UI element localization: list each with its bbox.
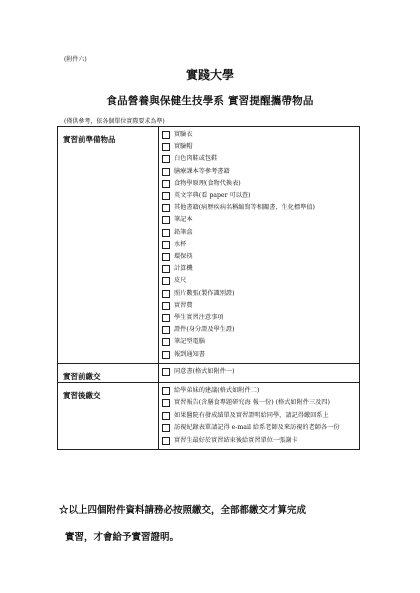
checklist-item: [162, 141, 359, 153]
checklist-item-label: 實習費: [174, 301, 193, 309]
section-row-before: [58, 127, 360, 364]
checklist-item-label: 英文字典(看 paper 可以查): [174, 192, 251, 200]
checkbox[interactable]: [162, 168, 170, 176]
checklist-item: [162, 214, 359, 226]
checklist-item-label: 學生實習注意事項: [174, 314, 224, 322]
checkbox[interactable]: [162, 351, 170, 359]
checkbox[interactable]: [162, 192, 170, 200]
checkbox[interactable]: [162, 326, 170, 334]
checklist-item: [162, 422, 359, 435]
checklist-item-label: 環保筷: [174, 253, 193, 261]
checkbox[interactable]: [162, 155, 170, 163]
checklist-item-label: 給學弟妹的建議(格式如附件二): [174, 386, 260, 394]
checklist-item-label: 同意書(格式如附件一): [174, 367, 235, 375]
checklist-item: [162, 178, 359, 190]
checklist-item: [162, 275, 359, 287]
reference-note: (僅供參考，依各個單位實際要求為準): [64, 118, 165, 125]
checklist-item: [162, 239, 359, 251]
checklist-item: [162, 349, 359, 361]
document-subtitle: 食品營養與保健生技學系 實習提醒攜帶物品: [106, 95, 314, 107]
checklist-item: [162, 202, 359, 214]
checkbox[interactable]: [162, 368, 170, 376]
section-label-submit-after: 實習後繳交: [58, 382, 159, 450]
checklist-item: [162, 385, 359, 398]
checkbox[interactable]: [162, 229, 170, 237]
checklist-item: [162, 324, 359, 336]
checklist-item: [162, 288, 359, 300]
checklist-item: [162, 312, 359, 324]
checklist-item-label: 報到通知書: [174, 350, 205, 358]
checkbox[interactable]: [162, 387, 170, 395]
checkbox[interactable]: [162, 437, 170, 445]
checkbox[interactable]: [162, 180, 170, 188]
university-title: 實踐大學: [185, 68, 234, 82]
checklist-item: [162, 251, 359, 263]
checklist-item-label: 白色肉鞋或包鞋: [174, 155, 218, 163]
checklist-item: [162, 366, 359, 378]
checkbox[interactable]: [162, 290, 170, 298]
checkbox[interactable]: [162, 265, 170, 273]
annex-label: (附件六): [64, 56, 87, 63]
checklist-item-label: 其他書籍(病歷疾病名稱縮寫等相關書，生化標準值): [174, 204, 315, 212]
checklist-table: [57, 126, 360, 450]
checkbox[interactable]: [162, 216, 170, 224]
checklist-item-label: 實習生最好於實習結束後給實習單位一張謝卡: [174, 436, 298, 444]
footer-reminder-line1: ☆以上四個附件資料請務必按照繳交，全部都繳交才算完成: [59, 505, 307, 516]
checklist-item: [162, 435, 359, 448]
checklist-item-label: 計算機: [174, 265, 193, 273]
checkbox[interactable]: [162, 143, 170, 151]
checkbox[interactable]: [162, 131, 170, 139]
checklist-item-label: 皮尺: [174, 277, 187, 285]
checklist-item: [162, 397, 359, 410]
checklist-item-label: 實習報告(含膳食專題研究海 報一份) (格式如附件三及四): [174, 399, 330, 407]
checkbox[interactable]: [162, 399, 170, 407]
checklist-item: [162, 153, 359, 165]
checklist-item-label: 訪視紀錄表單請記得 e-mail 給系老師及來訪視的老師各一份: [174, 424, 340, 432]
checklist-item: [162, 336, 359, 348]
checkbox[interactable]: [162, 338, 170, 346]
checklist-item-label: 水杯: [174, 240, 187, 248]
checklist-submit-before: [159, 363, 360, 382]
footer-reminder-line2: 實習，才會給予實習證明。: [65, 532, 180, 543]
checklist-item-label: 照片數張(製作識別證): [174, 289, 235, 297]
checklist-item-label: 膳療課本等參考書籍: [174, 167, 230, 175]
checklist-item: [162, 300, 359, 312]
checklist-before: [159, 127, 360, 364]
section-row-submit-before: [58, 363, 360, 382]
checkbox[interactable]: [162, 277, 170, 285]
checklist-item-label: 如果醫院有發成績單及實習證明給同學，請記得繳回系上: [174, 411, 329, 419]
checklist-item-label: 證件(身分證及學生證): [174, 326, 235, 334]
checklist-item: [162, 190, 359, 202]
section-label-submit-before: 實習前繳交: [58, 363, 159, 382]
checklist-item: [162, 227, 359, 239]
checklist-item-label: 實驗帽: [174, 143, 193, 151]
checklist-submit-after: [159, 382, 360, 450]
checkbox[interactable]: [162, 302, 170, 310]
checklist-item-label: 筆記型電腦: [174, 338, 205, 346]
checkbox[interactable]: [162, 424, 170, 432]
checkbox[interactable]: [162, 253, 170, 261]
checklist-item: [162, 166, 359, 178]
checklist-item: [162, 410, 359, 423]
checkbox[interactable]: [162, 204, 170, 212]
checkbox[interactable]: [162, 241, 170, 249]
checklist-item-label: 食物學原理(食物代換表): [174, 179, 241, 187]
checklist-item: [162, 129, 359, 141]
checkbox[interactable]: [162, 314, 170, 322]
checkbox[interactable]: [162, 412, 170, 420]
checklist-item-label: 鉛筆盒: [174, 228, 193, 236]
checklist-item-label: 筆記本: [174, 216, 193, 224]
checklist-item-label: 實驗衣: [174, 131, 193, 138]
checklist-item: [162, 263, 359, 275]
section-row-submit-after: [58, 382, 360, 450]
section-label-before: 實習前準備物品: [58, 127, 159, 364]
